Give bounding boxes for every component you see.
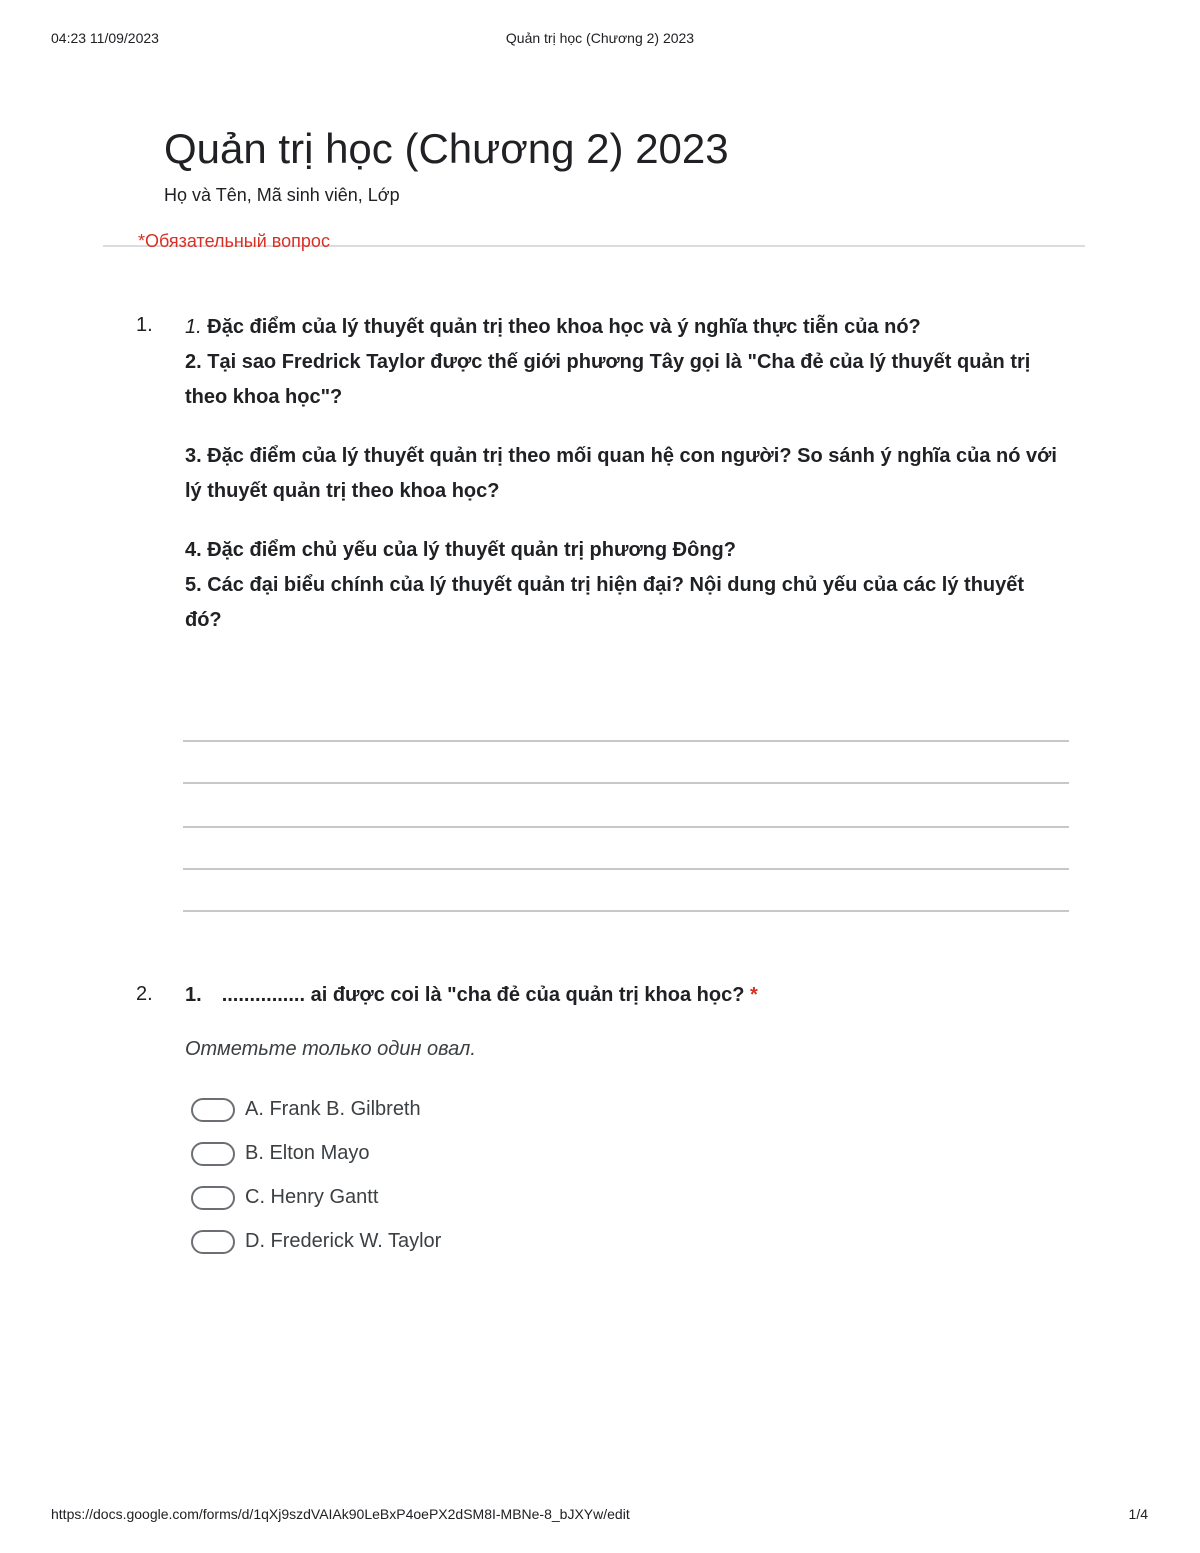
answer-line — [183, 868, 1069, 870]
option-label: D. Frederick W. Taylor — [245, 1230, 442, 1252]
radio-oval[interactable] — [191, 1230, 235, 1254]
radio-oval[interactable] — [191, 1098, 235, 1122]
question-1-lead: 1. — [185, 316, 202, 338]
print-footer — [0, 1506, 1200, 1526]
question-1-part-5: 5. Các đại biểu chính của lý thuyết quản trị hiện đại? Nội dung chủ yếu của các lý thuyết đó? — [185, 574, 1025, 631]
required-note: *Обязательный вопрос — [138, 231, 330, 251]
print-page-number: 1/4 — [1128, 1506, 1148, 1522]
question-1-paragraph — [185, 439, 1065, 509]
question-2-number: 2. — [136, 983, 153, 1005]
question-1-part-3: 3. Đặc điểm của lý thuyết quản trị theo mối quan hệ con người? So sánh ý nghĩa của nó với lý thuyết quản trị theo khoa học? — [185, 445, 1057, 502]
question-1-paragraph — [185, 533, 1065, 638]
question-2-instruction: Отметьте только один овал. — [185, 1038, 476, 1060]
option-label: B. Elton Mayo — [245, 1142, 370, 1164]
print-url: https://docs.google.com/forms/d/1qXj9szdVAIAk90LeBxP4oePX2dSM8I-MBNe-8_bJXYw/edit — [51, 1506, 630, 1522]
answer-line — [183, 740, 1069, 742]
option-label: A. Frank B. Gilbreth — [245, 1098, 421, 1120]
question-1-paragraph — [185, 310, 1065, 415]
answer-line — [183, 782, 1069, 784]
option-label: C. Henry Gantt — [245, 1186, 379, 1208]
question-1-text — [185, 310, 1065, 638]
question-2-text — [185, 981, 758, 1009]
question-1-number: 1. — [136, 314, 153, 336]
question-1-part-1: Đặc điểm của lý thuyết quản trị theo khoa học và ý nghĩa thực tiễn của nó? — [207, 316, 921, 338]
question-1-part-2: 2. Tại sao Fredrick Taylor được thế giới phương Tây gọi là "Cha đẻ của lý thuyết quản trị theo khoa học"? — [185, 351, 1031, 408]
form-description: Họ và Tên, Mã sinh viên, Lớp — [164, 185, 400, 205]
radio-oval[interactable] — [191, 1186, 235, 1210]
form-title: Quản trị học (Chương 2) 2023 — [164, 125, 729, 172]
question-2-lead: 1. — [185, 984, 202, 1006]
question-1-part-4: 4. Đặc điểm chủ yếu của lý thuyết quản trị phương Đông? — [185, 539, 736, 561]
answer-line — [183, 826, 1069, 828]
radio-oval[interactable] — [191, 1142, 235, 1166]
answer-line — [183, 910, 1069, 912]
question-2-prompt: ............... ai được coi là "cha đẻ của quản trị khoa học? — [221, 984, 745, 1006]
print-doc-title: Quản trị học (Chương 2) 2023 — [505, 30, 695, 46]
required-asterisk: * — [750, 984, 758, 1006]
print-header — [0, 30, 1200, 50]
print-datetime: 04:23 11/09/2023 — [51, 30, 159, 46]
